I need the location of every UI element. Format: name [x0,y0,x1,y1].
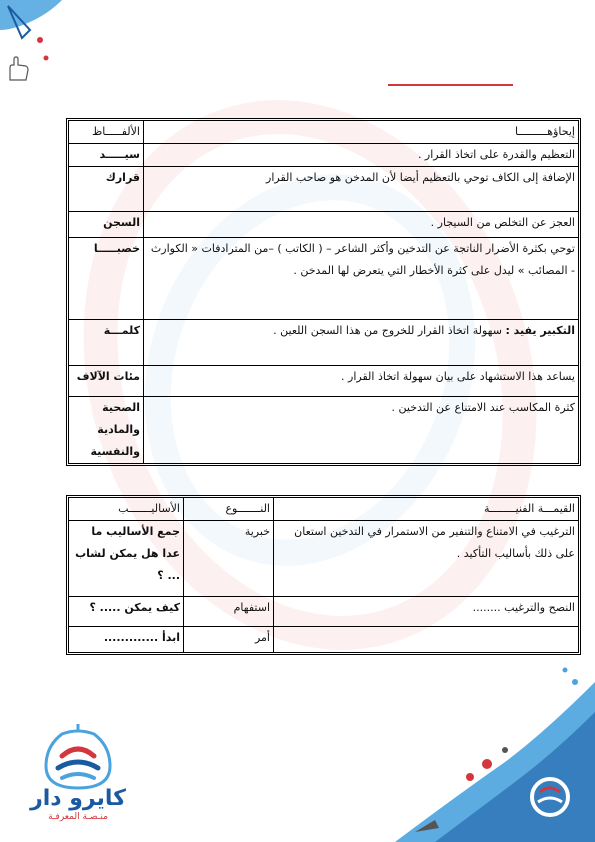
connotation-cell: يساعد هذا الاستشهاد على بيان سهولة اتخاذ القرار . [144,366,579,397]
term-cell: خصبـــــا [69,238,144,320]
term-cell: كلمـــة [69,320,144,366]
term-cell: مئات الآلاف [69,366,144,397]
term-cell: قرارك [69,167,144,212]
hand-cursor-icon [4,56,32,82]
header-rule [388,84,513,86]
type-cell: أمر [184,627,274,653]
connotation-cell: العجز عن التخلص من السيجار . [144,212,579,238]
header-type: النـــــــوع [184,498,274,521]
header-words: الألفـــــاظ [69,121,144,144]
table-row [69,238,579,320]
lab-tools-icon [395,642,595,842]
table-row [69,212,579,238]
term-cell: السجن [69,212,144,238]
styles-table [68,497,579,653]
table-row [69,167,579,212]
table-header-row [69,121,579,144]
type-cell: خبرية [184,521,274,597]
connotation-cell: كثرة المكاسب عند الامتناع عن التدخين . [144,397,579,464]
table-row [69,397,579,464]
table-row [69,597,579,627]
table-row [69,320,579,366]
style-cell: جمع الأساليب ما عدا هل يمكن لشاب ... ؟ [69,521,184,597]
value-cell: النصح والترغيب ........ [274,597,579,627]
connotation-cell: توحي بكثرة الأضرار الناتجة عن التدخين وأكثر الشاعر – ( الكاتب ) –من المترادفات « الكوارث - المصائب » ليدل على كثرة الأخطار التي يتعرض لها المدخن . [144,238,579,320]
connotation-cell [144,320,579,366]
connotation-text: سهولة اتخاذ القرار للخروج من هذا السجن اللعين . [273,324,506,337]
table-header-row [69,498,579,521]
table-row [69,521,579,597]
term-cell: الصحية والمادية والنفسية [69,397,144,464]
brand-tagline: منـصـة المعرفـة [48,812,108,822]
style-cell: كيف يمكن ..... ؟ [69,597,184,627]
term-cell: سيـــــد [69,144,144,167]
connotation-cell: الإضافة إلى الكاف توحي بالتعظيم أيضا لأن المدخن هو صاحب القرار [144,167,579,212]
header-value: القيمـــة الفنيــــــــة [274,498,579,521]
header-styles: الأساليـــــــب [69,498,184,521]
table-row [69,144,579,167]
style-cell: ابدأ ............. [69,627,184,653]
header-connotation: إيحاؤهـــــــــا [144,121,579,144]
brand-name: كايرو دار [30,786,126,811]
value-cell: الترغيب في الامتناع والتنفير من الاستمرار في التدخين استعان على ذلك بأساليب التأكيد . [274,521,579,597]
table-row [69,366,579,397]
connotation-cell: التعظيم والقدرة على اتخاذ القرار . [144,144,579,167]
bold-label: التكبير يفيد : [505,324,575,337]
vocabulary-table [68,120,579,464]
type-cell: استفهام [184,597,274,627]
